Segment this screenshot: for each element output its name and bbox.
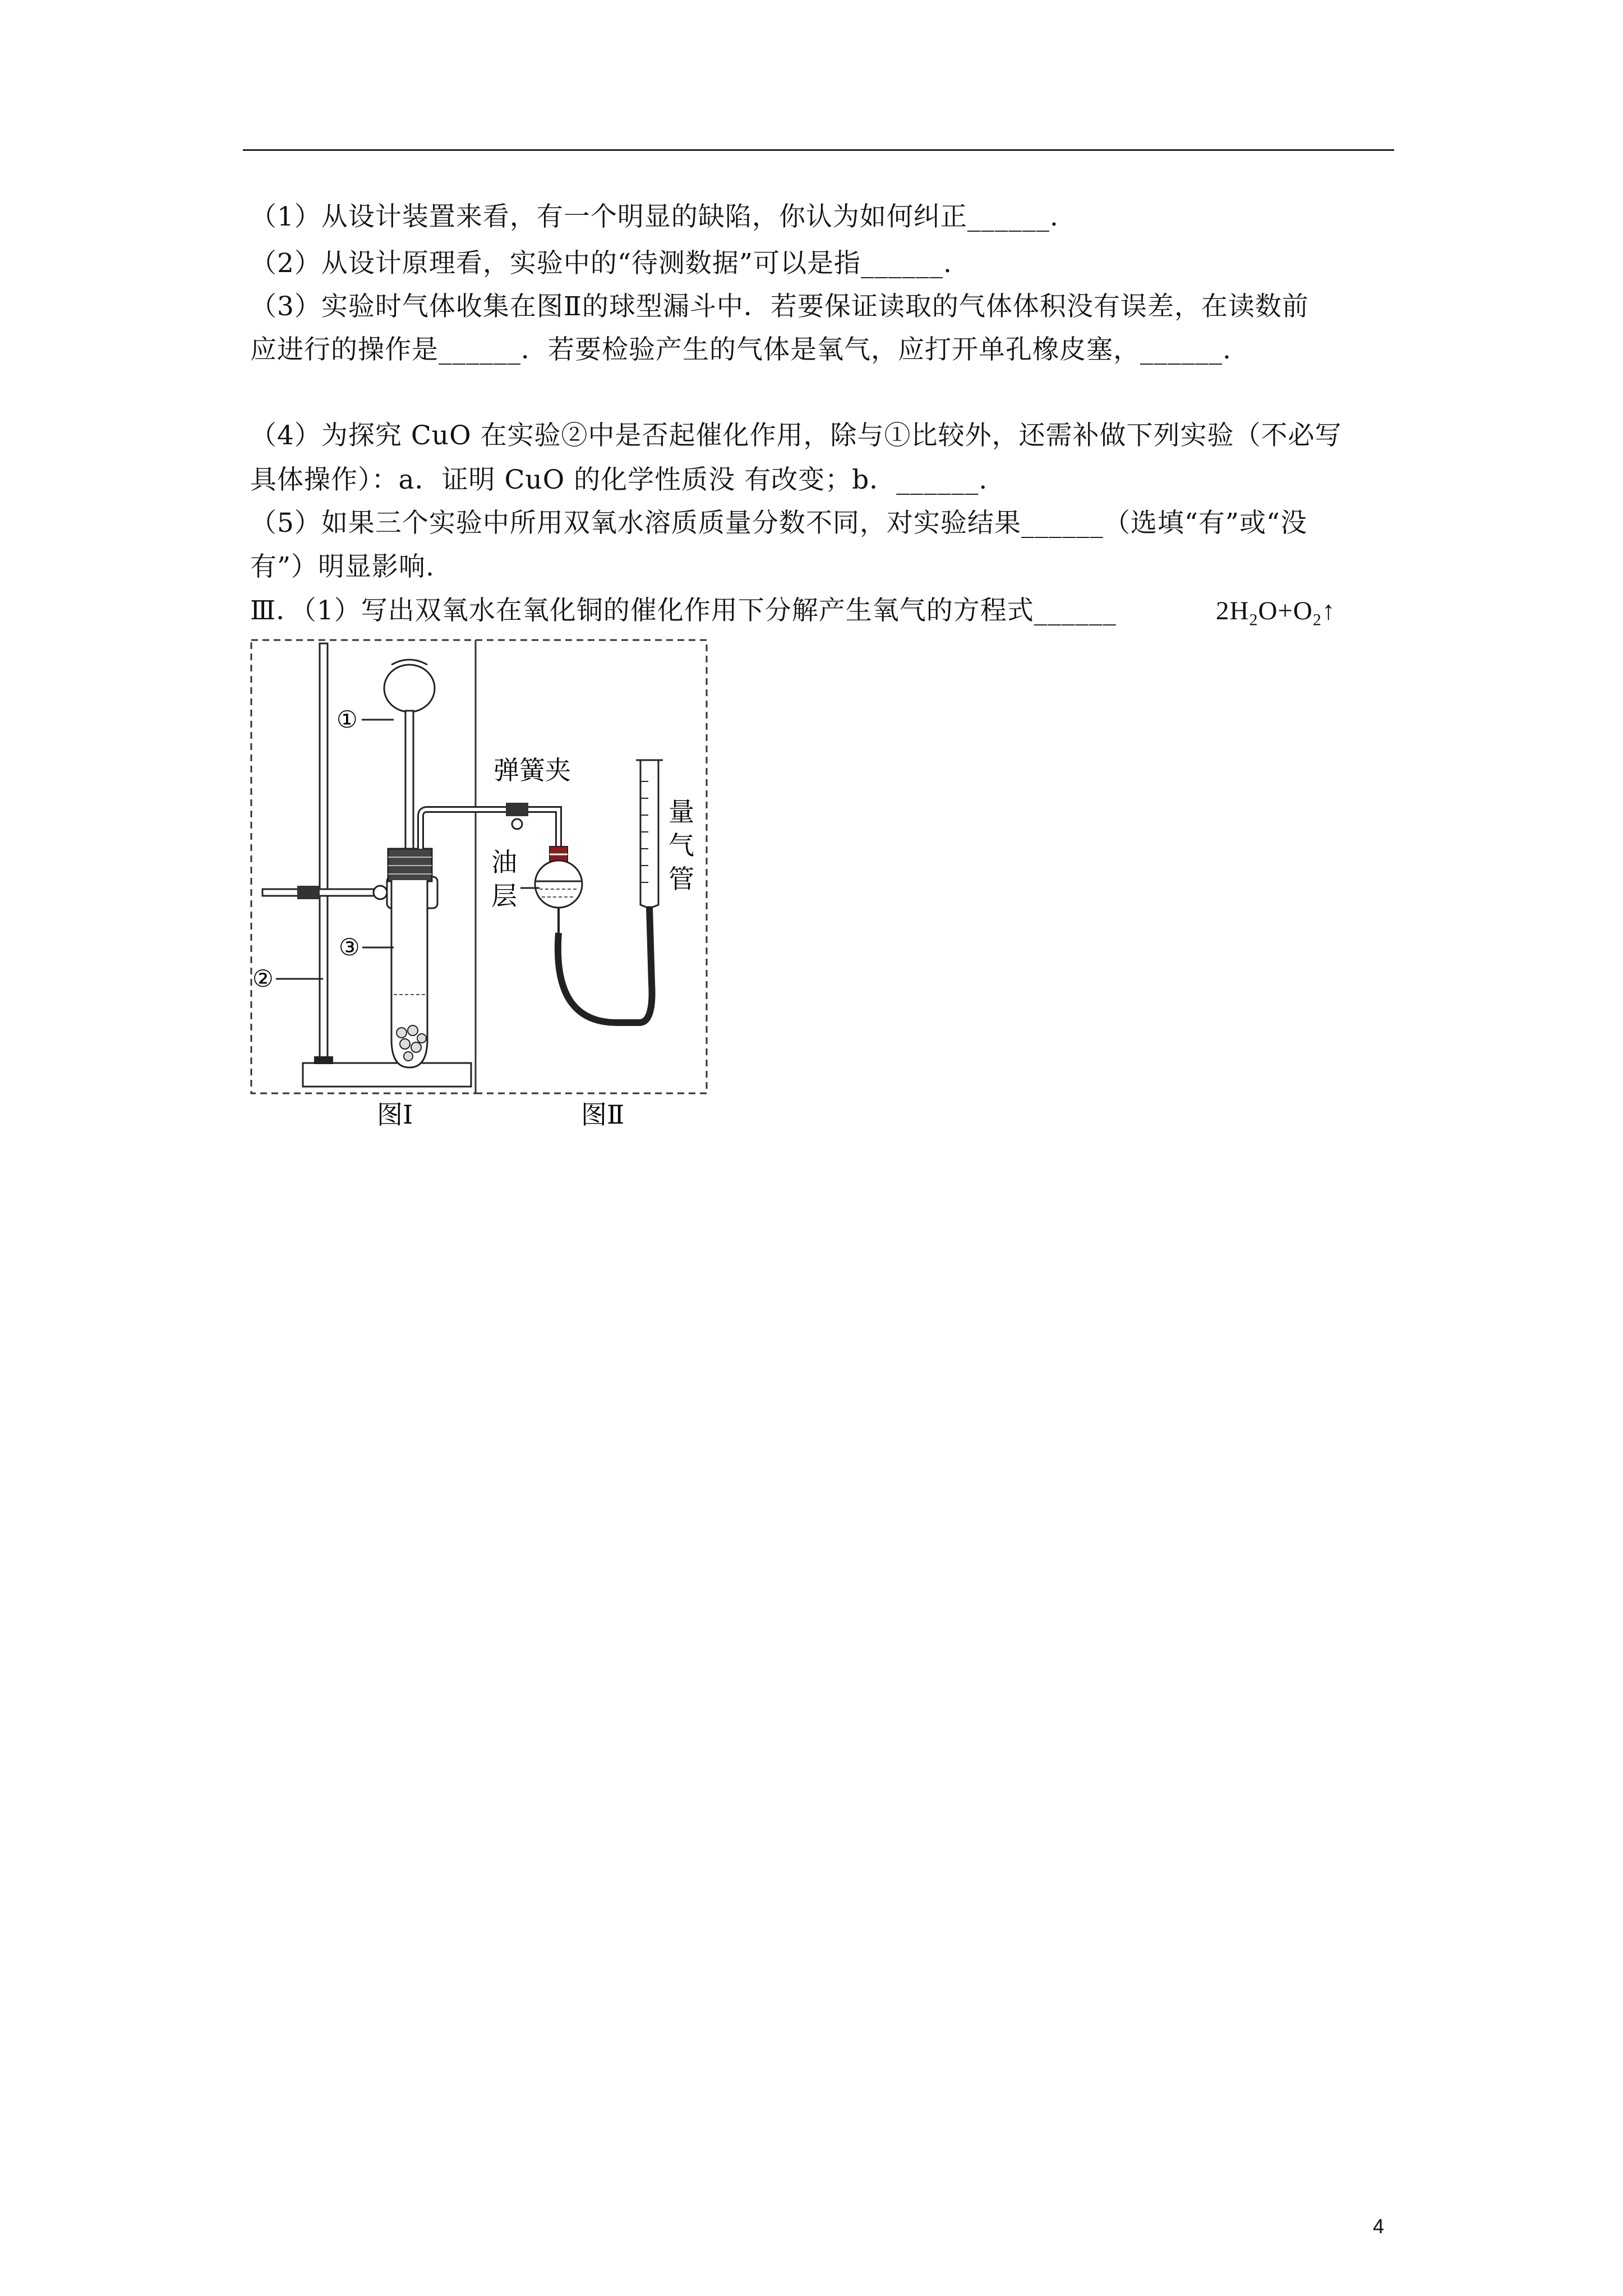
equation-arrow: ↑ xyxy=(1321,596,1336,625)
spring-clip-device xyxy=(506,803,528,829)
test-tube xyxy=(391,880,427,1068)
spring-clip-label: 弹簧夹 xyxy=(494,755,571,785)
rubber-stopper xyxy=(388,849,432,881)
gas-burette-label-3: 管 xyxy=(668,864,694,894)
gas-burette-label-1: 量 xyxy=(668,797,694,827)
label-1: ① xyxy=(336,706,358,733)
gas-burette-label-2: 气 xyxy=(668,830,694,861)
question-line-4: 应进行的操作是______．若要检验产生的气体是氧气，应打开单孔橡皮塞，______. xyxy=(250,334,1232,365)
question-line-1: （1）从设计装置来看，有一个明显的缺陷，你认为如何纠正______. xyxy=(250,201,1059,232)
question-line-7: （5）如果三个实验中所用双氧水溶质质量分数不同，对实验结果______（选填“有”或“没 xyxy=(250,508,1307,539)
question-line-6: 具体操作）：a．证明 CuO 的化学性质没 有改变；b．______. xyxy=(250,464,988,495)
figure-1-frame xyxy=(251,640,476,1093)
gas-burette xyxy=(636,760,663,907)
question-line-3: （3）实验时气体收集在图Ⅱ的球型漏斗中．若要保证读取的气体体积没有误差，在读数前 xyxy=(250,291,1309,322)
rubber-hose xyxy=(558,907,652,1023)
equation-sub-2: 2 xyxy=(1312,610,1322,629)
label-2: ② xyxy=(252,965,274,992)
equation-coef: 2H xyxy=(1216,596,1249,625)
spherical-funnel xyxy=(535,846,582,933)
caption-figure-2: 图Ⅱ xyxy=(581,1099,625,1130)
equation-product xyxy=(1216,594,1335,637)
question-line-8: 有”）明显影响. xyxy=(250,551,435,582)
delivery-tube xyxy=(421,809,559,849)
page-number: 4 xyxy=(1373,2215,1385,2238)
question-line-9: Ⅲ．（1）写出双氧水在氧化铜的催化作用下分解产生氧气的方程式______ xyxy=(250,595,1117,626)
apparatus-diagram xyxy=(247,636,712,1135)
caption-figure-1: 图Ⅰ xyxy=(377,1099,413,1130)
equation-sub-1: 2 xyxy=(1249,610,1258,629)
oil-layer-label-2: 层 xyxy=(491,881,517,911)
question-line-5: （4）为探究 CuO 在实验②中是否起催化作用，除与①比较外，还需补做下列实验（不必写 xyxy=(250,420,1342,451)
equation-mid: O+O xyxy=(1258,596,1313,625)
iron-stand xyxy=(303,643,471,1087)
oil-layer-label-1: 油 xyxy=(491,847,517,877)
apparatus-figure xyxy=(247,636,712,1135)
question-line-2: （2）从设计原理看，实验中的“待测数据”可以是指______. xyxy=(250,248,952,279)
header-rule xyxy=(243,149,1394,151)
label-3: ③ xyxy=(339,933,360,961)
